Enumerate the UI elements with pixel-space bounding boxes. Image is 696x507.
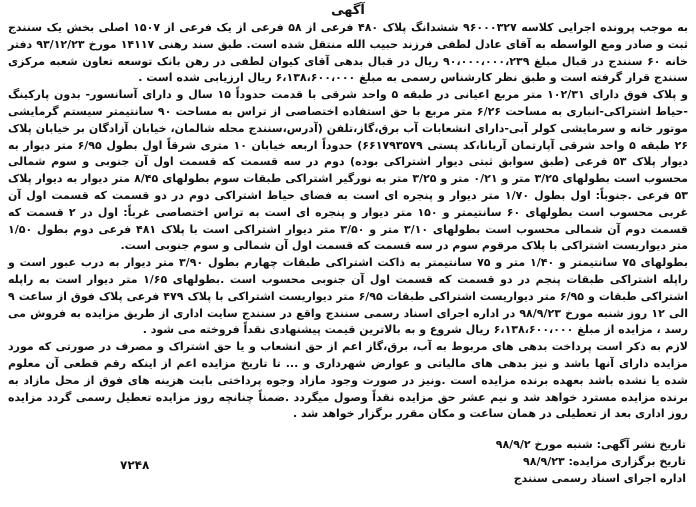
notice-paragraph: به موجب پرونده اجرایی کلاسه ۹۶۰۰۰۳۲۷ ششدانگ پلاک ۴۸۰ فرعی از ۵۸ فرعی از یک فرعی از ۱۵۰۷ اصلی بخش یک سنندج ثبت و صادر ومع الواسطه به آقای عادل لطفی فرزند حبیب الله منتقل شده است. طبق سند رهنی ۱۴۱۱۷ مورخ ۹۳/۱۲/۲۳ دفتر خانه ۶۰ سنندج در قبال مبلغ ۹۰،۰۰۰،۰۰۰،۲۳۹ ریال در قبال بدهی آقای کیوان لطفی در رهن بانک توسعه تعاون شعبه مرکزی سنندج قرار گرفته است و طبق نظر کارشناس رسمی به مبلغ ۶،۱۳۸،۶۰۰،۰۰۰ ریال ارزیابی شده است . [8,21,689,85]
notice-title: آگهی [331,3,365,18]
notice-footer [286,436,686,487]
auction-date: تاریخ برگزاری مزایده: ۹۸/۹/۲۳ [523,455,686,468]
notice-paragraph: و پلاک فوق دارای ۱۰۲/۳۱ متر مربع اعیانی در طبقه ۵ واحد شرقی با قدمت حدوداً ۱۵ سال و دارای آسانسور- بدون پارکینگ -حیاط اشتراکی-انباری به مساحت ۶/۲۶ متر مربع با حق استفاده اختصاصی از تراس به مساحت ۹۰ سانتیمتر سیستم گرمایشی موتور خانه و سرمایشی کولر آبی-دارای انشعابات آب برق،گاز،تلفن (آدرس،سنندج محله شالمان، خیابان آزادگان بر خیابان پلاک ۲۶ طبقه ۵ واحد شرقی آپارتمان آریانا،کد پستی ۶۶۱۷۹۳۵۷۹) حدوداً اربعه خیابان ۱۰ متری شرقاً اول بطول ۶/۹۵ متر دیوار به دیوار پلاک ۵۳ فرعی (طبق سوابق ثبتی دیوار اشتراکی بوده) دوم در سه قسمت که قسمت اول آن جنوبی و سوم شمالی محسوب است بطولهای ۳/۲۵ متر و ۰/۲۱ متر و ۳/۲۵ متر به نورگیر اشتراکی طبقات سوم بطولهای ۸/۴۵ متر دیوار به دیوار پلاک ۵۳ فرعی .جنوباً: اول بطول ۱/۷۰ متر دیوار و پنجره ای است به فضای حیاط اشتراکی دوم در دو قسمت که قسمت اول آن غربی محسوب است بطولهای ۶۰ سانتیمتر و ۱۵۰ متر دیوار و پنجره ای است به تراس اختصاصی غرباً: اول در ۲ قسمت که قسمت دوم آن شمالی محسوب است بطولهای ۳/۱۰ متر و ۳/۵۰ متر دیوار اشتراکی است با پلاک ۴۸۱ فرعی دوم بطول ۱/۵۰ متر دیواریست اشتراکی با پلاک مرقوم سوم در سه قسمت که قسمت اول آن شمالی و سوم جنوبی است. [8,88,689,253]
notice-paragraph: بطولهای ۷۵ سانتیمتر و ۱/۴۰ متر و ۷۵ سانتیمتر به ذاکت اشتراکی طبقات چهارم بطول ۳/۹۰ متر دیوار به درب عبور است و راپله اشتراکی طبقات پنجم در دو قسمت که قسمت اول آن جنوبی محسوب است .بطولهای ۱/۶۵ متر دیوار است به راپله اشتراکی طبقات و ۶/۹۵ متر دیواریست اشتراکی طبقات ۶/۹۵ متر دیواریست اشتراکی با پلاک ۴۷۹ فرعی پلاک فوق از ساعت ۹ الی ۱۲ روز شنبه مورخ ۹۸/۹/۲۳ در اداره اجرای اسناد رسمی سنندج واقع در سنندج سایت اداری از طریق مزایده به فروش می رسد ، مزایده از مبلغ ۶،۱۳۸،۶۰۰،۰۰۰ ریال شروع و به بالاترین قیمت پیشنهادی نقداً فروخته می شود . [8,256,688,337]
notice-paragraph: لازم به ذکر است پرداخت بدهی های مربوط به آب، برق،گاز اعم از حق انشعاب و یا حق اشتراک و مصرف در صورتی که مورد مزایده دارای آنها باشد و نیز بدهی های مالیاتی و عوارض شهرداری و ... تا تاریخ مزایده اعم از اینکه رقم قطعی آن معلوم شده یا نشده باشد بعهده برنده مزایده است .ونیز در صورت وجود مازاد وجوه پرداختی بابت هزینه های فوق از محل مازاد به برنده مزایده مسترد خواهد شد و نیم عشر حق مزایده نقداً وصول میگردد .ضمناً چنانچه روز مزایده تعطیل رسمی گردد مزایده روز اداری بعد از تعطیلی در همان ساعت و مکان مقرر برگزار خواهد شد . [8,340,688,421]
notice-body [8,20,688,423]
publish-date: تاریخ نشر آگهی: شنبه مورخ ۹۸/۹/۲ [495,438,686,451]
issuer-name: اداره اجرای اسناد رسمی سنندج [513,472,686,485]
reference-number: ۷۲۴۸ [120,458,150,472]
